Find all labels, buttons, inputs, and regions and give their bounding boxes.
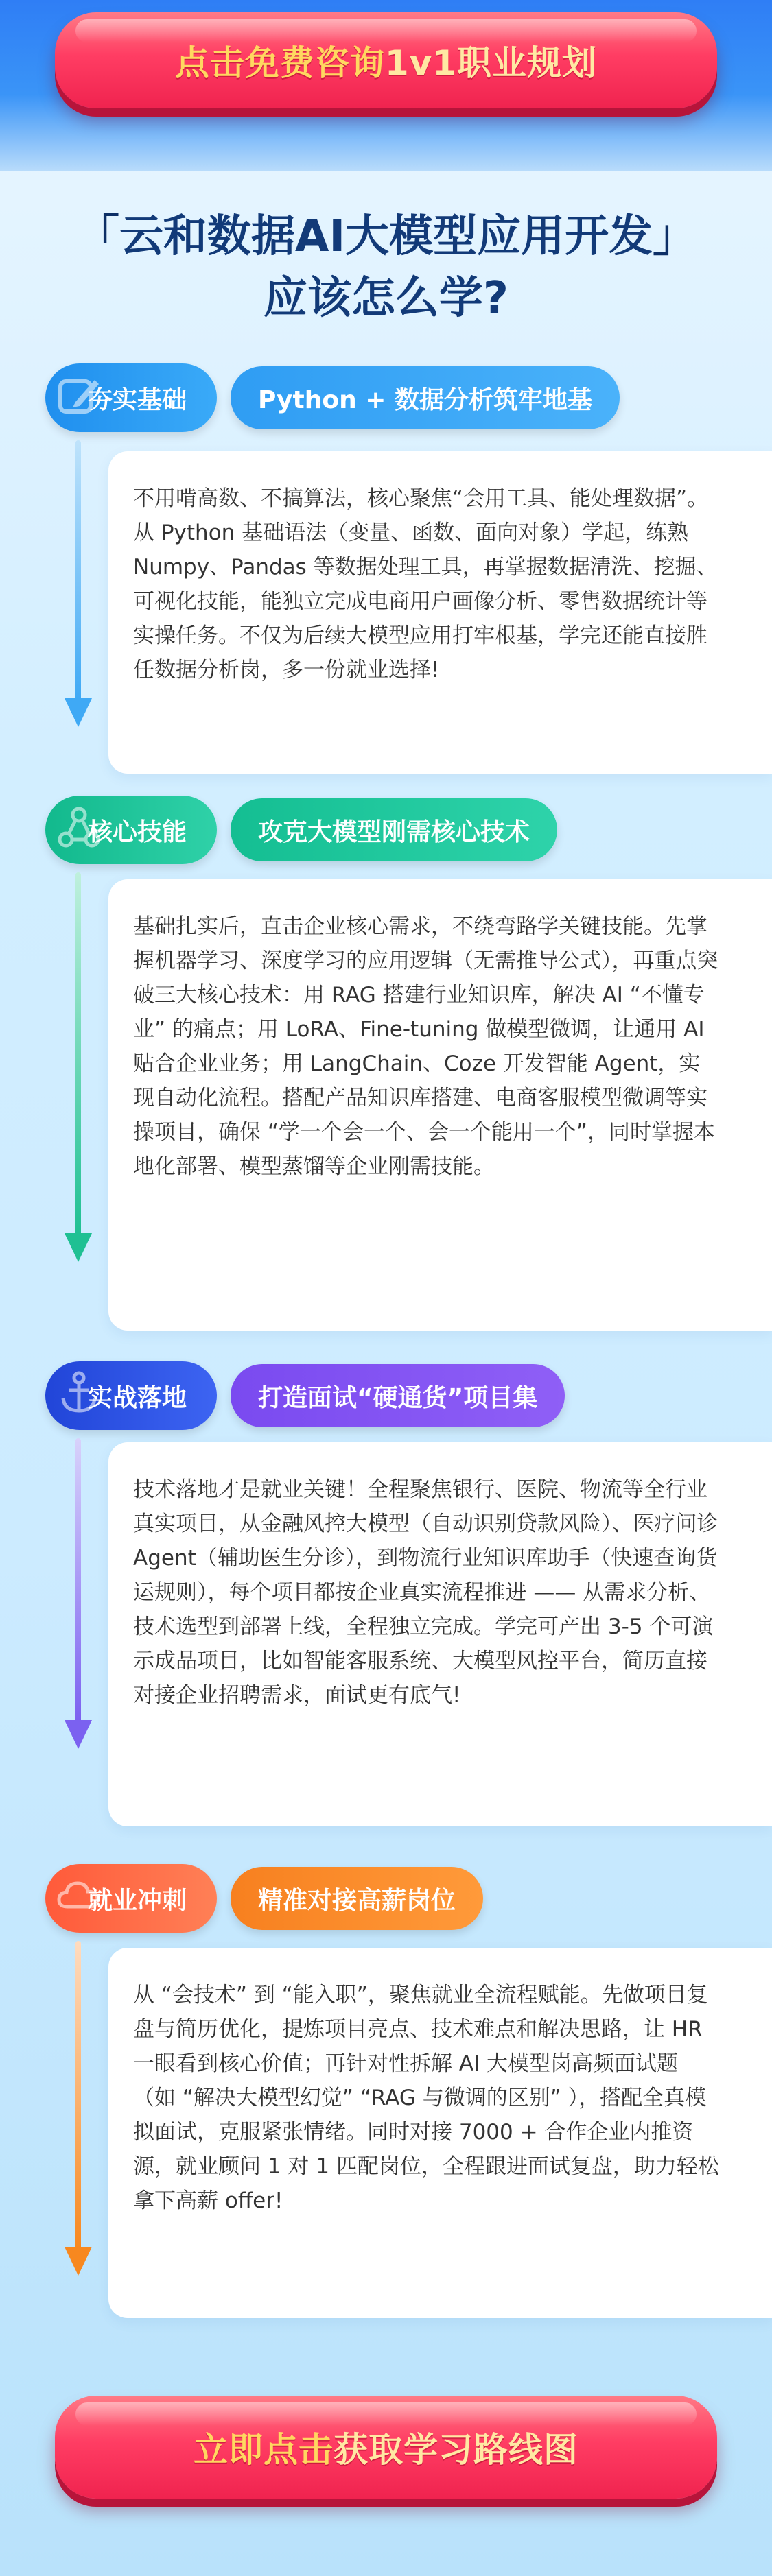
section-description: 技术落地才是就业关键！全程聚焦银行、医院、物流等全行业真实项目，从金融风控大模型（自动识别贷款风险）、医疗问诊 Agent（辅助医生分诊），到物流行业知识库助手（快速查询货运规则），每个项目都按企业真实流程推进 —— 从需求分析、技术选型到部署上线，全程独立完成。学完可产出 3-5 个可演示成品项目，比如智能客服系统、大模型风控平台，简历直接对接企业招聘需求，面试更有底气! bbox=[108, 1442, 772, 1826]
page-title-line1: 「云和数据AI大模型应用开发」 bbox=[75, 211, 697, 262]
arrow-down-icon bbox=[65, 1233, 92, 1262]
section-core-skills bbox=[0, 796, 772, 1344]
section-foundation bbox=[0, 363, 772, 775]
section-employment bbox=[0, 1864, 772, 2330]
arrow-down-icon bbox=[65, 2247, 92, 2276]
arrow-down-icon bbox=[65, 698, 92, 727]
free-consult-button[interactable] bbox=[55, 12, 717, 108]
section-badge: 实战落地 bbox=[45, 1361, 217, 1430]
section-practice bbox=[0, 1361, 772, 1841]
progress-arrow-line bbox=[75, 1941, 81, 2250]
section-topic-pill[interactable]: 打造面试“硬通货”项目集 bbox=[231, 1364, 565, 1427]
section-badge: 夯实基础 bbox=[45, 363, 217, 432]
progress-arrow-line bbox=[75, 440, 81, 701]
section-description: 基础扎实后，直击企业核心需求，不绕弯路学关键技能。先掌握机器学习、深度学习的应用逻辑（无需推导公式），再重点突破三大核心技术：用 RAG 搭建行业知识库，解决 AI “不懂专业” 的痛点；用 LoRA、Fine-tuning 做模型微调，让通用 AI 贴合企业业务；用 LangChain、Coze 开发智能 Agent，实现自动化流程。搭配产品知识库搭建、电商客服模型微调等实操项目，确保 “学一个会一个、会一个能用一个”，同时掌握本地化部署、模型蒸馏等企业刚需技能。 bbox=[108, 879, 772, 1331]
arrow-down-icon bbox=[65, 1720, 92, 1749]
page-title-line2: 应该怎么学? bbox=[263, 273, 509, 324]
get-roadmap-label: 立即点击获取学习路线图 bbox=[194, 2430, 578, 2470]
section-description: 不用啃高数、不搞算法，核心聚焦“会用工具、能处理数据”。从 Python 基础语法（变量、函数、面向对象）学起，练熟 Numpy、Pandas 等数据处理工具，再掌握数据清洗、挖掘、可视化技能，能独立完成电商用户画像分析、零售数据统计等实操任务。不仅为后续大模型应用打牢根基，学完还能直接胜任数据分析岗，多一份就业选择! bbox=[108, 451, 772, 774]
progress-arrow-line bbox=[75, 1438, 81, 1723]
section-description: 从 “会技术” 到 “能入职”，聚焦就业全流程赋能。先做项目复盘与简历优化，提炼项目亮点、技术难点和解决思路，让 HR 一眼看到核心价值；再针对性拆解 AI 大模型岗高频面试题（如 “解决大模型幻觉” “RAG 与微调的区别” ），搭配全真模拟面试，克服紧张情绪。同时对接 7000 + 合作企业内推资源，就业顾问 1 对 1 匹配岗位，全程跟进面试复盘，助力轻松拿下高薪 offer! bbox=[108, 1948, 772, 2318]
section-topic-pill[interactable]: 精准对接高薪岗位 bbox=[231, 1867, 483, 1930]
section-topic-pill[interactable]: 攻克大模型刚需核心技术 bbox=[231, 798, 557, 861]
progress-arrow-line bbox=[75, 872, 81, 1236]
section-badge: 就业冲刺 bbox=[45, 1864, 217, 1933]
section-topic-pill[interactable]: Python + 数据分析筑牢地基 bbox=[231, 366, 620, 429]
get-roadmap-button[interactable] bbox=[55, 2396, 717, 2499]
free-consult-label: 点击免费咨询1v1职业规划 bbox=[174, 43, 598, 83]
section-badge: 核心技能 bbox=[45, 796, 217, 864]
page-title bbox=[0, 206, 772, 329]
